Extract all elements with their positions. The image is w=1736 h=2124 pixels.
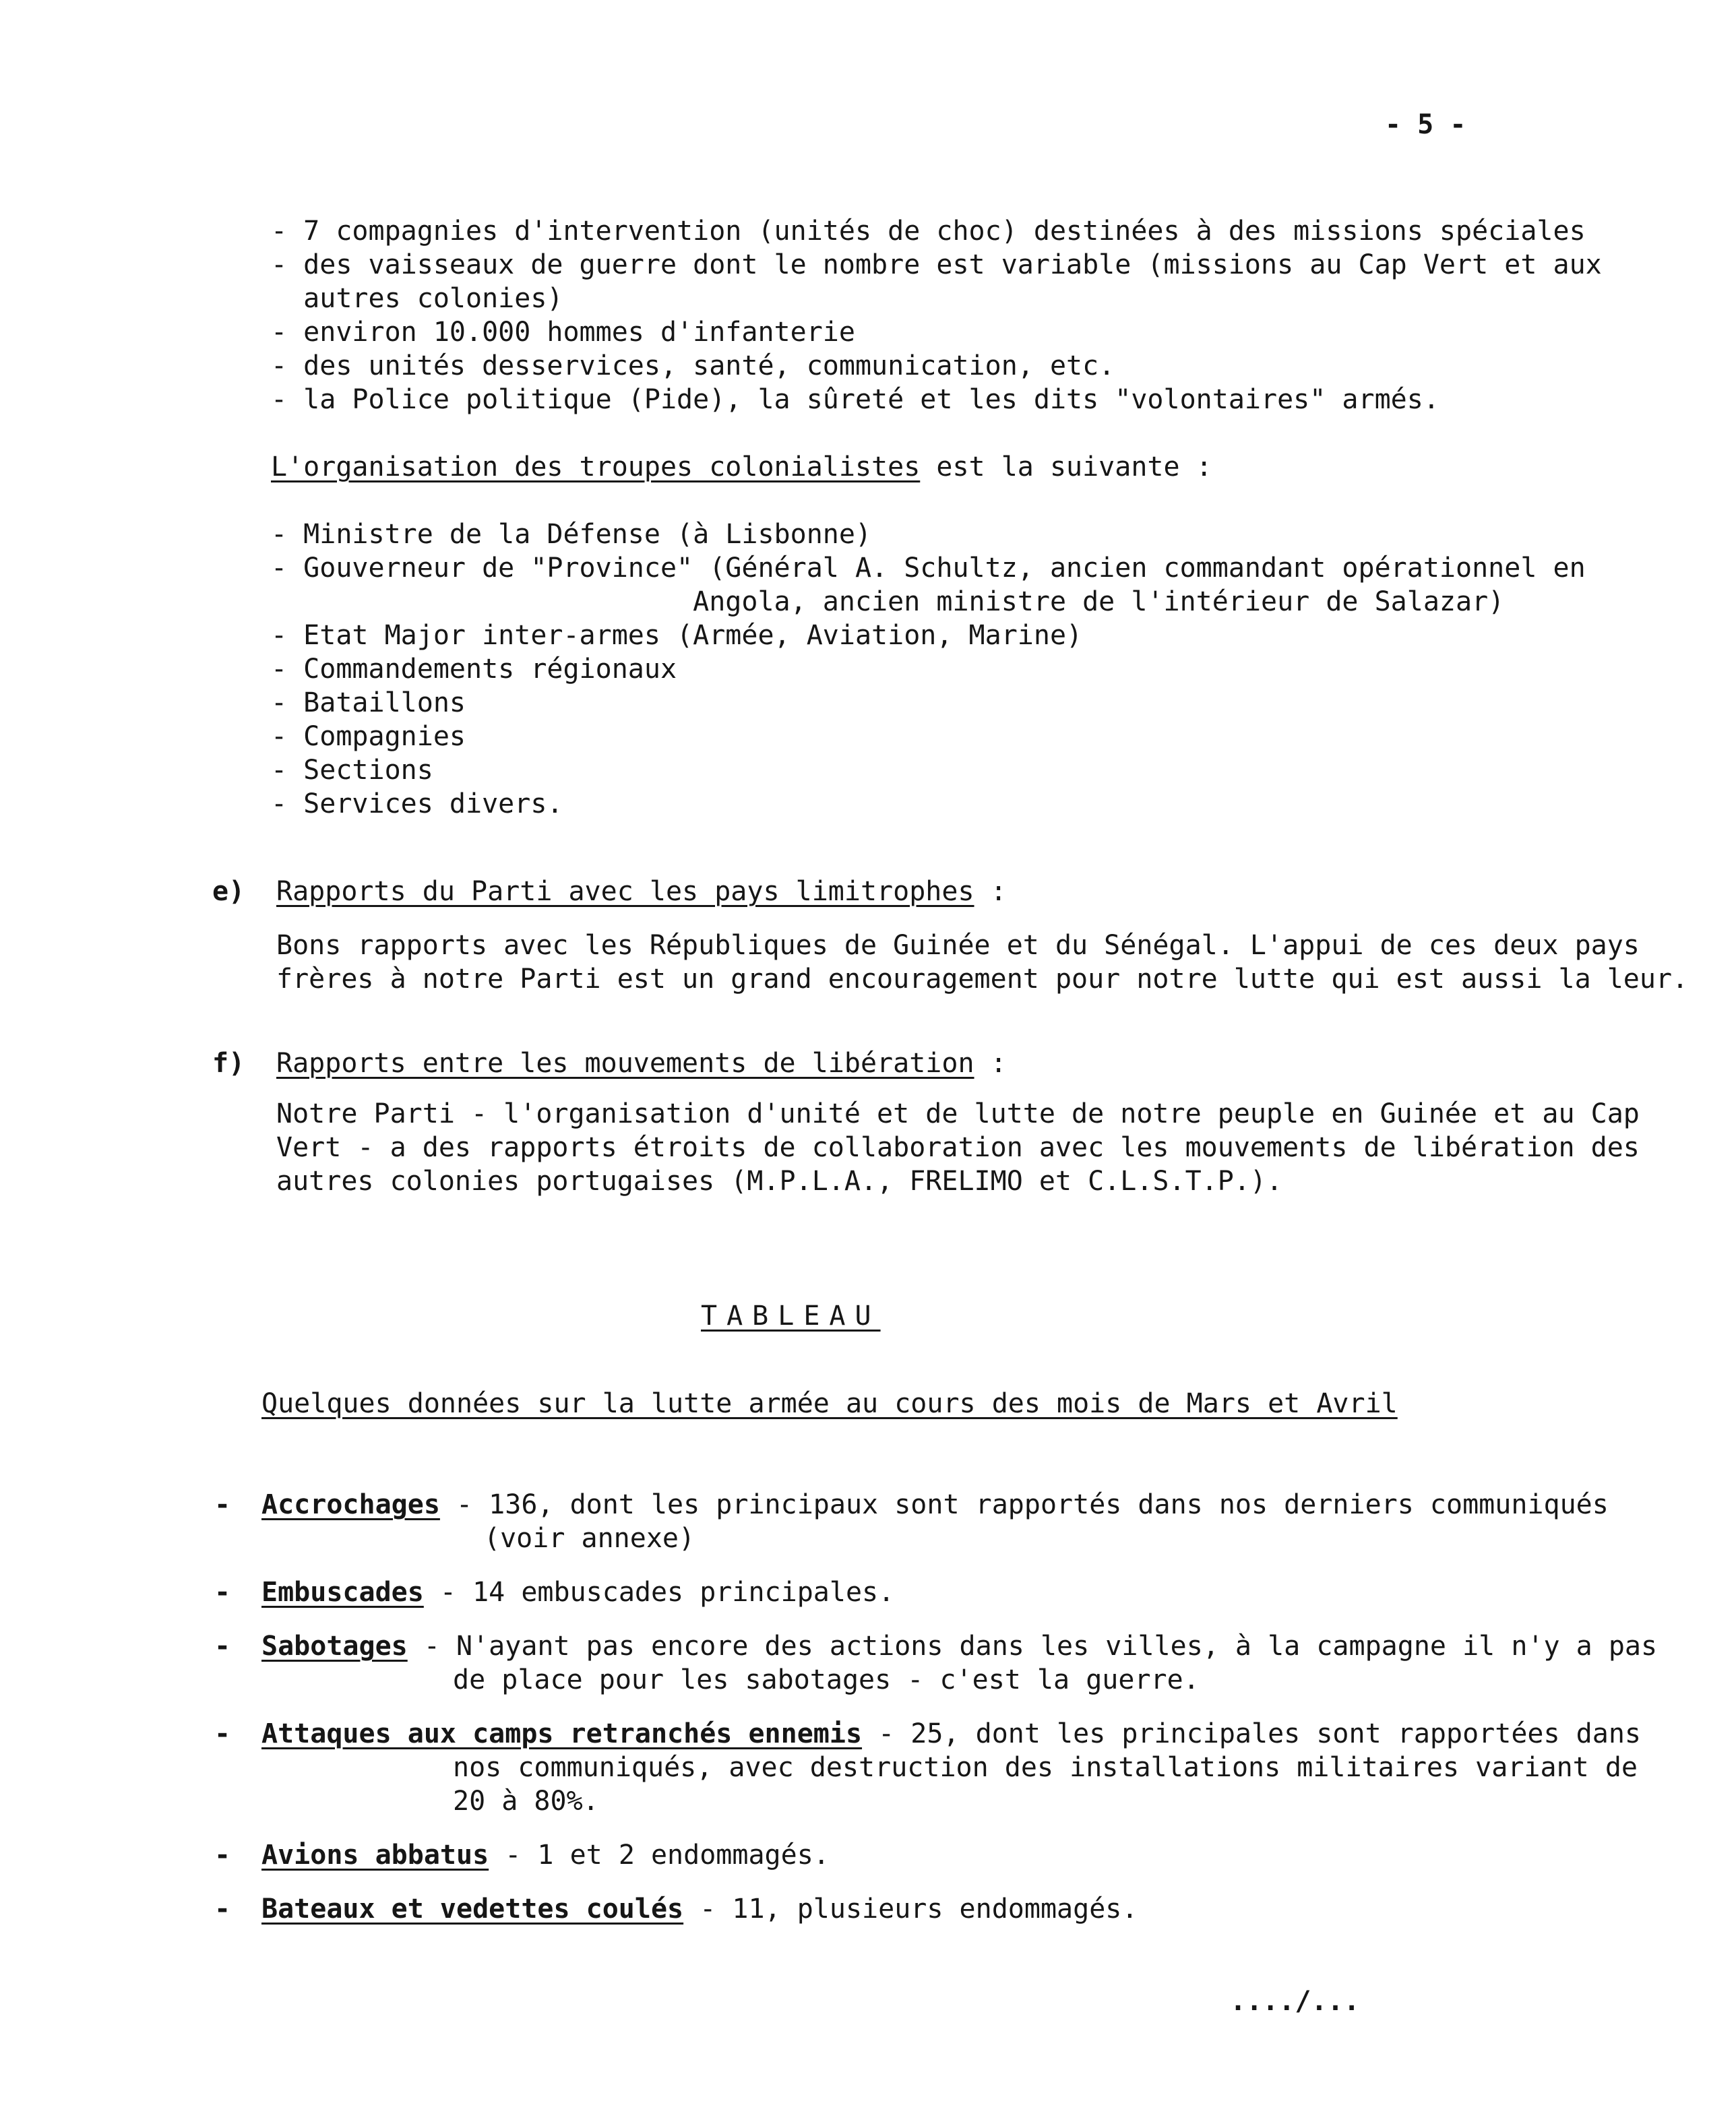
organisation-heading: L'organisation des troupes colonialistes — [271, 451, 921, 482]
section-f-marker: f) — [212, 1048, 245, 1079]
tableau-bullet: - — [214, 1577, 231, 1608]
list-item: - Gouverneur de "Province" (Général A. Schultz, ancien commandant opérationnel en — [271, 553, 1586, 584]
section-e-heading: Rapports du Parti avec les pays limitrophes — [276, 876, 974, 907]
tableau-bullet: - — [214, 1840, 231, 1871]
list-item: - Compagnies — [271, 721, 466, 752]
list-item: - Ministre de la Défense (à Lisbonne) — [271, 519, 872, 550]
list-item: - environ 10.000 hommes d'infanterie — [271, 317, 855, 348]
tableau-item-continuation: (voir annexe) — [484, 1523, 695, 1554]
tableau-bullet: - — [214, 1489, 231, 1520]
section-e-body-line: Bons rapports avec les Républiques de Guinée et du Sénégal. L'appui de ces deux pays — [276, 930, 1640, 961]
section-f-heading-suffix: : — [974, 1048, 1007, 1079]
section-f-heading-line — [276, 1047, 1007, 1080]
tableau-item-label: Attaques aux camps retranchés ennemis — [261, 1718, 863, 1749]
tableau-item-label: Bateaux et vedettes coulés — [261, 1894, 684, 1925]
tableau-bullet: - — [214, 1894, 231, 1925]
section-e-body-line: frères à notre Parti est un grand encouragement pour notre lutte qui est aussi la leur. — [276, 964, 1689, 995]
list-item: Angola, ancien ministre de l'intérieur de Salazar) — [271, 586, 1505, 617]
tableau-item-continuation: nos communiqués, avec destruction des installations militaires variant de — [453, 1752, 1638, 1783]
tableau-item-text: - 14 embuscades principales. — [423, 1577, 895, 1608]
list-item: - Bataillons — [271, 687, 466, 718]
tableau-item-text: - 25, dont les principales sont rapportées dans — [862, 1718, 1641, 1749]
section-e-heading-suffix: : — [974, 876, 1007, 907]
section-f-body-line: Vert - a des rapports étroits de collaboration avec les mouvements de libération des — [276, 1132, 1640, 1163]
tableau-item-continuation: de place pour les sabotages - c'est la guerre. — [453, 1664, 1200, 1695]
list-item: - Sections — [271, 755, 433, 786]
section-f-heading: Rapports entre les mouvements de libération — [276, 1048, 974, 1079]
tableau-item — [261, 1575, 894, 1609]
tableau-item — [261, 1838, 830, 1872]
section-f-body-line: Notre Parti - l'organisation d'unité et de lutte de notre peuple en Guinée et au Cap — [276, 1098, 1640, 1129]
tableau-item — [261, 1717, 1641, 1751]
tableau-item-continuation: 20 à 80%. — [453, 1786, 599, 1817]
organisation-heading-suffix: est la suivante : — [920, 451, 1212, 482]
section-e-marker: e) — [212, 876, 245, 907]
list-item: - la Police politique (Pide), la sûreté et les dits "volontaires" armés. — [271, 384, 1439, 415]
tableau-item-text: - 136, dont les principaux sont rapportés dans nos derniers communiqués — [439, 1489, 1609, 1520]
tableau-item-label: Avions abbatus — [261, 1840, 489, 1871]
tableau-item-label: Embuscades — [261, 1577, 424, 1608]
list-item: - Services divers. — [271, 788, 563, 819]
tableau-bullet: - — [214, 1718, 231, 1749]
tableau-item-text: - 11, plusieurs endommagés. — [683, 1894, 1138, 1925]
continuation-marker: ..../... — [1230, 1986, 1360, 2017]
list-item: - des vaisseaux de guerre dont le nombre est variable (missions au Cap Vert et aux — [271, 249, 1602, 280]
list-item: - Etat Major inter-armes (Armée, Aviation, Marine) — [271, 620, 1083, 651]
list-item: - 7 compagnies d'intervention (unités de choc) destinées à des missions spéciales — [271, 216, 1586, 247]
tableau-item-label: Sabotages — [261, 1631, 408, 1662]
tableau-item — [261, 1629, 1657, 1663]
list-item: - Commandements régionaux — [271, 654, 677, 685]
organisation-heading-line — [271, 450, 1212, 484]
list-item: - des unités desservices, santé, communication, etc. — [271, 350, 1115, 381]
section-f-body-line: autres colonies portugaises (M.P.L.A., FRELIMO et C.L.S.T.P.). — [276, 1166, 1283, 1197]
tableau-bullet: - — [214, 1631, 231, 1662]
tableau-item — [261, 1892, 1138, 1926]
list-item: autres colonies) — [271, 283, 563, 314]
page-number: - 5 - — [1385, 109, 1466, 140]
tableau-item-text: - N'ayant pas encore des actions dans les villes, à la campagne il n'y a pas — [407, 1631, 1658, 1662]
tableau-item — [261, 1488, 1609, 1522]
tableau-item-text: - 1 et 2 endommagés. — [489, 1840, 830, 1871]
tableau-subtitle: Quelques données sur la lutte armée au cours des mois de Mars et Avril — [261, 1388, 1398, 1419]
tableau-title: TABLEAU — [701, 1301, 881, 1332]
section-e-heading-line — [276, 875, 1007, 908]
tableau-item-label: Accrochages — [261, 1489, 440, 1520]
